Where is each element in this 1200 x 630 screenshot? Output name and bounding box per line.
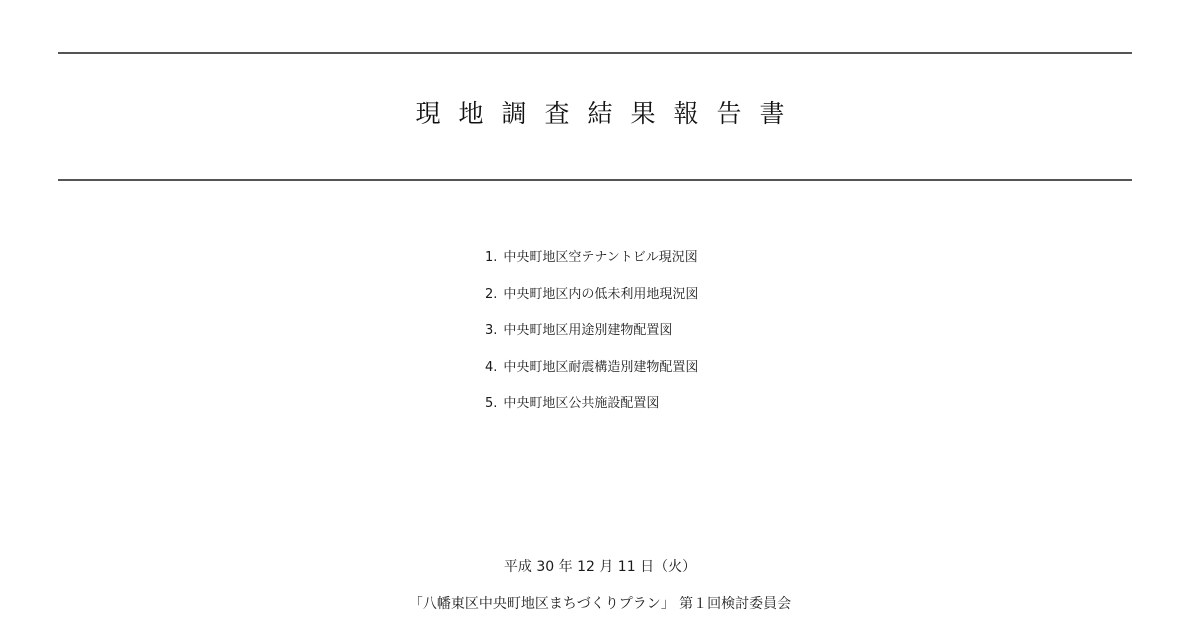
contents-item-number: 3.: [485, 323, 498, 338]
document-date: 平成 30 年 12 月 11 日（火）: [503, 559, 697, 575]
contents-item-label: 中央町地区耐震構造別建物配置図: [503, 359, 699, 375]
contents-list: [485, 247, 698, 430]
top-rule: [58, 52, 1132, 54]
document-title: 現地調査結果報告書: [415, 99, 803, 128]
meeting-name: 「八幡東区中央町地区まちづくりプラン」 第１回検討委員会: [408, 596, 792, 612]
contents-item-label: 中央町地区空テナントビル現況図: [503, 250, 698, 265]
bottom-rule: [58, 179, 1132, 181]
contents-item: [485, 357, 698, 394]
contents-item-number: 4.: [485, 359, 498, 375]
contents-item: [485, 320, 698, 357]
contents-item: [485, 284, 698, 321]
contents-item-label: 中央町地区内の低未利用地現況図: [503, 286, 699, 302]
contents-item-label: 中央町地区公共施設配置図: [503, 396, 660, 411]
contents-item: [485, 393, 698, 430]
contents-item-number: 2.: [485, 286, 498, 302]
contents-item-number: 5.: [485, 396, 498, 411]
contents-item-label: 中央町地区用途別建物配置図: [503, 323, 673, 338]
contents-item: [485, 247, 698, 284]
contents-item-number: 1.: [485, 250, 498, 265]
